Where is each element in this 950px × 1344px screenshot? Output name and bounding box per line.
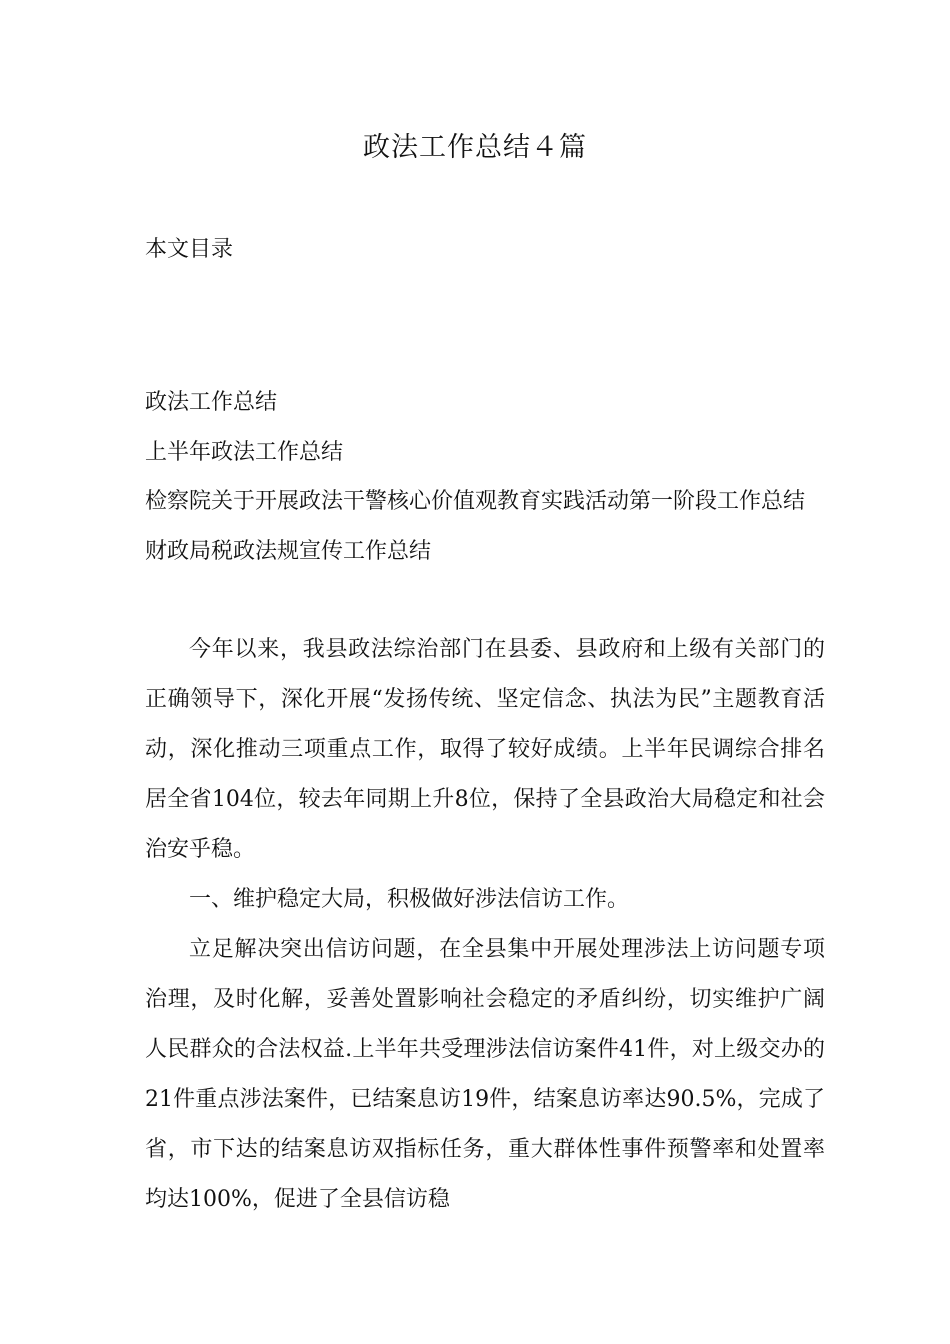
body-paragraph: 今年以来，我县政法综治部门在县委、县政府和上级有关部门的正确领导下，深化开展“发扬传统、坚定信念、执法为民”主题教育活动，深化推动三项重点工作，取得了较好成绩。上半年民调综合排名居全省104位，较去年同期上升8位，保持了全县政治大局稳定和社会治安乎稳。 <box>145 637 825 862</box>
toc-item[interactable]: 上半年政法工作总结 <box>145 439 344 465</box>
section-heading: 一、维护稳定大局，积极做好涉法信访工作。 <box>189 887 630 912</box>
table-of-contents <box>145 378 825 576</box>
body-paragraph: 立足解决突出信访问题，在全县集中开展处理涉法上访问题专项治理，及时化解，妥善处置影响社会稳定的矛盾纠纷，切实维护广阔人民群众的合法权益.上半年共受理涉法信访案件41件，对上级交办的21件重点涉法案件，已结案息访19件，结案息访率达90.5%，完成了省，市下达的结案息访双指标任务，重大群体性事件预警率和处置率均达100%，促进了全县信访稳 <box>145 937 825 1212</box>
toc-item[interactable]: 财政局税政法规宣传工作总结 <box>145 538 432 564</box>
document-body <box>145 625 825 1225</box>
document-title: 政法工作总结４篇 <box>363 132 587 163</box>
toc-item[interactable]: 检察院关于开展政法干警核心价值观教育实践活动第一阶段工作总结 <box>145 489 806 514</box>
toc-item[interactable]: 政法工作总结 <box>145 390 278 415</box>
toc-heading: 本文目录 <box>145 237 234 262</box>
